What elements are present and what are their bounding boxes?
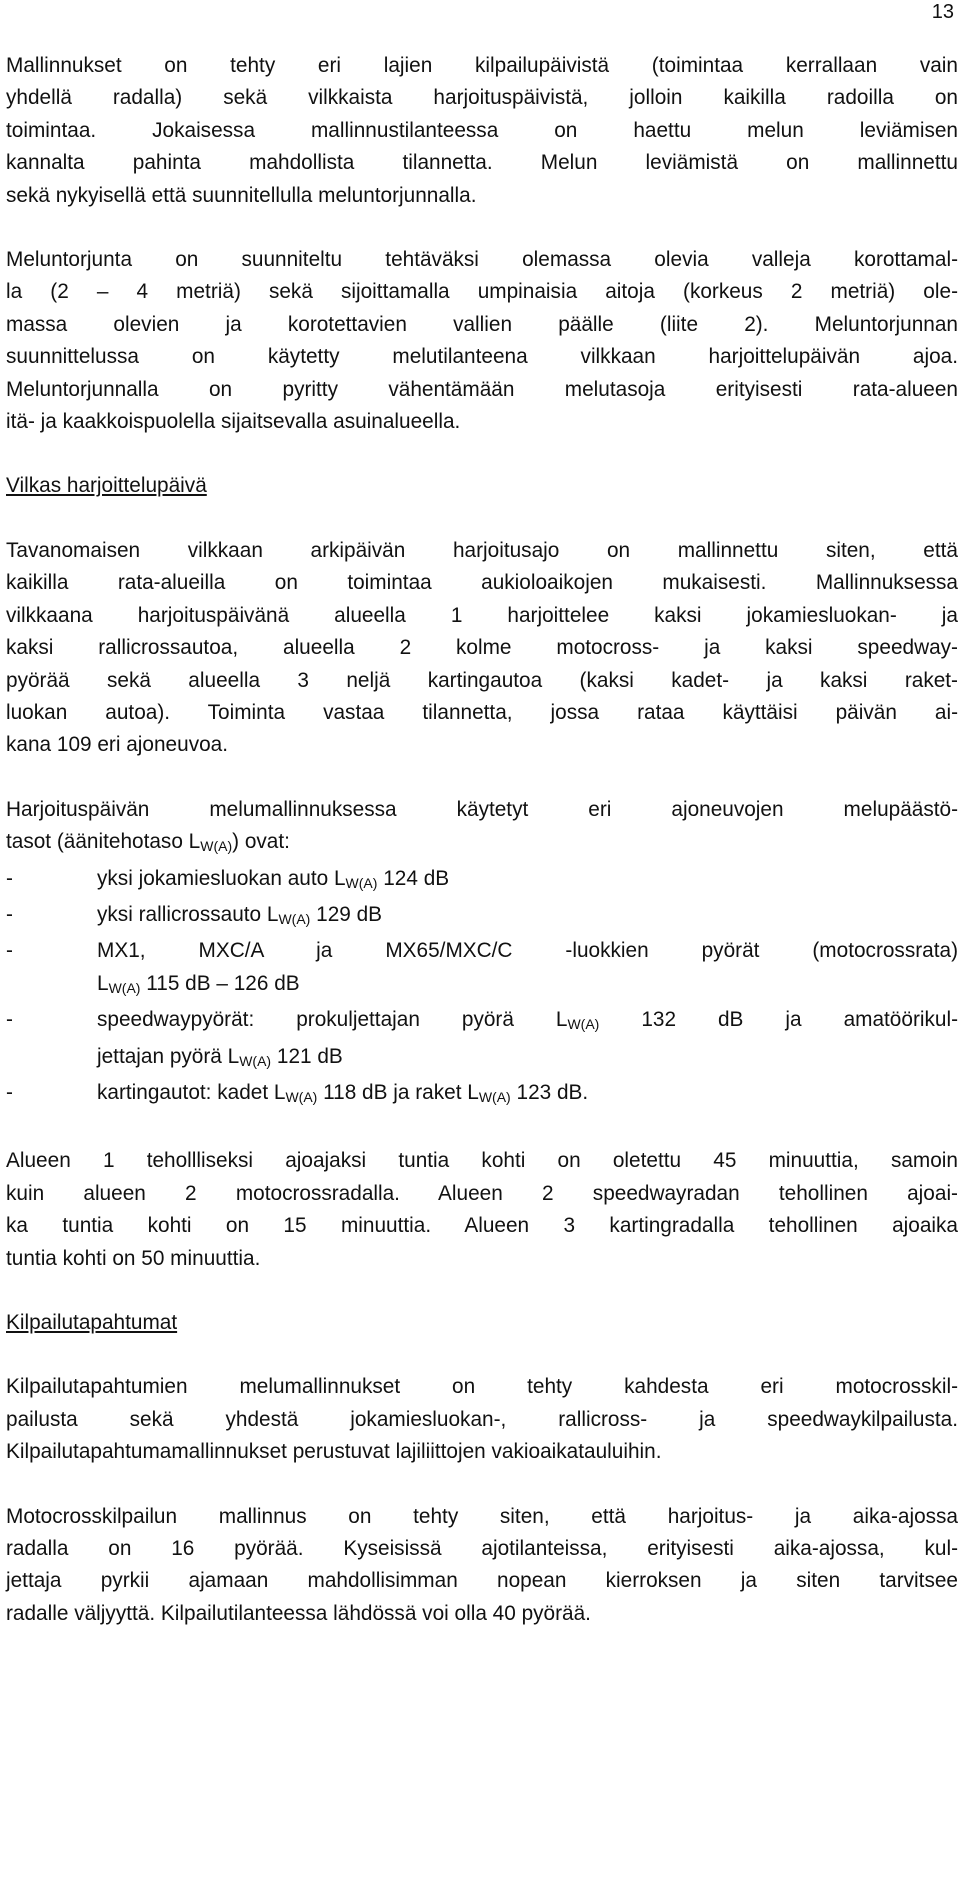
text-fragment: yksi jokamiesluokan auto L bbox=[97, 866, 346, 890]
text-fragment: 123 dB. bbox=[510, 1080, 589, 1104]
paragraph-motocross-line: radalla on 16 pyörää. Kyseisissä ajotilanteissa, erityisesti aika-ajossa, kul- bbox=[6, 1537, 958, 1561]
subscript-wa: W(A) bbox=[108, 979, 141, 996]
paragraph-training-day-line: kana 109 eri ajoneuvoa. bbox=[6, 733, 229, 757]
list-dash: - bbox=[6, 866, 13, 890]
list-dash: - bbox=[6, 939, 13, 963]
subscript-wa: W(A) bbox=[278, 910, 311, 927]
text-fragment: speedwaypyörät: prokuljettajan pyörä L bbox=[97, 1008, 568, 1032]
text-fragment: L bbox=[97, 971, 109, 995]
paragraph-intro-line: Mallinnukset on tehty eri lajien kilpailupäivistä (toimintaa kerrallaan vain bbox=[6, 54, 958, 77]
paragraph-effective-time-line: tuntia kohti on 50 minuuttia. bbox=[6, 1246, 261, 1270]
text-fragment: 124 dB bbox=[377, 866, 450, 890]
list-item bbox=[6, 899, 958, 935]
text-fragment: tasot (äänitehotaso L bbox=[6, 830, 201, 854]
paragraph-noise-barrier-line: la (2 – 4 metriä) sekä sijoittamalla umpinaisia aitoja (korkeus 2 metriä) ole- bbox=[6, 280, 958, 304]
paragraph-emission-levels-line: Harjoituspäivän melumallinnuksessa käytetyt eri ajoneuvojen melupäästö- bbox=[6, 797, 958, 821]
paragraph-training-day-line: kaikilla rata-alueilla on toimintaa aukioloaikojen mukaisesti. Mallinnuksessa bbox=[6, 571, 958, 595]
text-fragment: 118 dB ja raket L bbox=[317, 1080, 479, 1104]
list-item-line bbox=[97, 1004, 958, 1040]
paragraph-effective-time-line: kuin alueen 2 motocrossradalla. Alueen 2 speedwayradan tehollinen ajoai- bbox=[6, 1181, 958, 1205]
list-item-line: MX1, MXC/A ja MX65/MXC/C -luokkien pyörät (motocrossrata) bbox=[97, 939, 958, 963]
list-dash: - bbox=[6, 1080, 13, 1104]
paragraph-competitions-line: pailusta sekä yhdestä jokamiesluokan-, rallicross- ja speedwaykilpailusta. bbox=[6, 1407, 958, 1431]
paragraph-competitions-line: Kilpailutapahtumien melumallinnukset on tehty kahdesta eri motocrosskil- bbox=[6, 1375, 958, 1399]
list-item bbox=[6, 935, 958, 1004]
subscript-wa: W(A) bbox=[345, 874, 378, 891]
text-fragment: 132 dB ja amatöörikul- bbox=[599, 1008, 958, 1032]
paragraph-effective-time-line: Alueen 1 tehollliseksi ajoajaksi tuntia kohti on oletettu 45 minuuttia, samoin bbox=[6, 1149, 958, 1173]
document-body bbox=[6, 50, 958, 1630]
paragraph-noise-barrier-line: itä- ja kaakkoispuolella sijaitsevalla asuinalueella. bbox=[6, 410, 461, 434]
paragraph-intro-line: toimintaa. Jokaisessa mallinnustilanteessa on haettu melun leviämisen bbox=[6, 118, 958, 142]
paragraph-motocross-line: jettaja pyrkii ajamaan mahdollisimman nopean kierroksen ja siten tarvitsee bbox=[6, 1569, 958, 1593]
subscript-wa: W(A) bbox=[285, 1088, 318, 1105]
paragraph-motocross-line: Motocrosskilpailun mallinnus on tehty siten, että harjoitus- ja aika-ajossa bbox=[6, 1504, 958, 1528]
subscript-wa: W(A) bbox=[567, 1016, 600, 1033]
paragraph-competitions-line: Kilpailutapahtumamallinnukset perustuvat lajiliittojen vakioaikatauluihin. bbox=[6, 1440, 662, 1464]
paragraph-noise-barrier-line: massa olevien ja korotettavien vallien päälle (liite 2). Meluntorjunnan bbox=[6, 312, 958, 336]
paragraph-training-day-line: luokan autoa). Toiminta vastaa tilannetta, jossa rataa käyttäisi päivän ai- bbox=[6, 700, 958, 724]
page-number: 13 bbox=[931, 1, 954, 23]
paragraph-noise-barrier-line: Meluntorjunta on suunniteltu tehtäväksi olemassa olevia valleja korottamal- bbox=[6, 248, 958, 272]
paragraph-training-day-line: kaksi rallicrossautoa, alueella 2 kolme motocross- ja kaksi speedway- bbox=[6, 636, 958, 660]
list-item bbox=[6, 863, 958, 899]
text-fragment: yksi rallicrossauto L bbox=[97, 902, 279, 926]
list-item bbox=[6, 1004, 958, 1077]
paragraph-effective-time-line: ka tuntia kohti on 15 minuuttia. Alueen 3 kartingradalla tehollinen ajoaika bbox=[6, 1214, 958, 1238]
list-item-line bbox=[97, 1041, 958, 1077]
paragraph-training-day-line: pyörää sekä alueella 3 neljä kartingautoa (kaksi kadet- ja kaksi raket- bbox=[6, 668, 958, 692]
paragraph-training-day-line: vilkkaana harjoituspäivänä alueella 1 harjoittelee kaksi jokamiesluokan- ja bbox=[6, 603, 958, 627]
paragraph-noise-barrier-line: Meluntorjunnalla on pyritty vähentämään melutasoja erityisesti rata-alueen bbox=[6, 377, 958, 401]
subscript-wa: W(A) bbox=[239, 1052, 272, 1069]
subscript-wa: W(A) bbox=[200, 838, 233, 855]
paragraph-intro-line: sekä nykyisellä että suunnitellulla meluntorjunnalla. bbox=[6, 183, 477, 207]
paragraph-intro-line: yhdellä radalla) sekä vilkkaista harjoituspäivistä, jolloin kaikilla radoilla on bbox=[6, 86, 958, 110]
text-fragment: ) ovat: bbox=[232, 830, 290, 854]
text-fragment: jettajan pyörä L bbox=[97, 1044, 240, 1068]
subscript-wa: W(A) bbox=[478, 1088, 511, 1105]
paragraph-intro-line: kannalta pahinta mahdollista tilannetta. Melun leviämistä on mallinnettu bbox=[6, 151, 958, 175]
text-fragment: 115 dB – 126 dB bbox=[140, 971, 300, 995]
section-heading-training-day: Vilkas harjoittelupäivä bbox=[6, 474, 207, 498]
text-fragment: 129 dB bbox=[310, 902, 383, 926]
paragraph-noise-barrier-line: suunnittelussa on käytetty melutilanteena vilkkaan harjoittelupäivän ajoa. bbox=[6, 345, 958, 369]
list-dash: - bbox=[6, 1008, 13, 1032]
emission-level-list bbox=[6, 863, 958, 1114]
list-dash: - bbox=[6, 902, 13, 926]
text-fragment: kartingautot: kadet L bbox=[97, 1080, 286, 1104]
text-fragment: 121 dB bbox=[271, 1044, 343, 1068]
paragraph-training-day-line: Tavanomaisen vilkkaan arkipäivän harjoitusajo on mallinnettu siten, että bbox=[6, 538, 958, 562]
list-item-line bbox=[97, 968, 958, 1004]
paragraph-motocross-line: radalle väljyyttä. Kilpailutilanteessa lähdössä voi olla 40 pyörää. bbox=[6, 1601, 591, 1625]
section-heading-competitions: Kilpailutapahtumat bbox=[6, 1311, 178, 1334]
paragraph-emission-levels-line bbox=[6, 826, 958, 862]
list-item bbox=[6, 1077, 958, 1113]
